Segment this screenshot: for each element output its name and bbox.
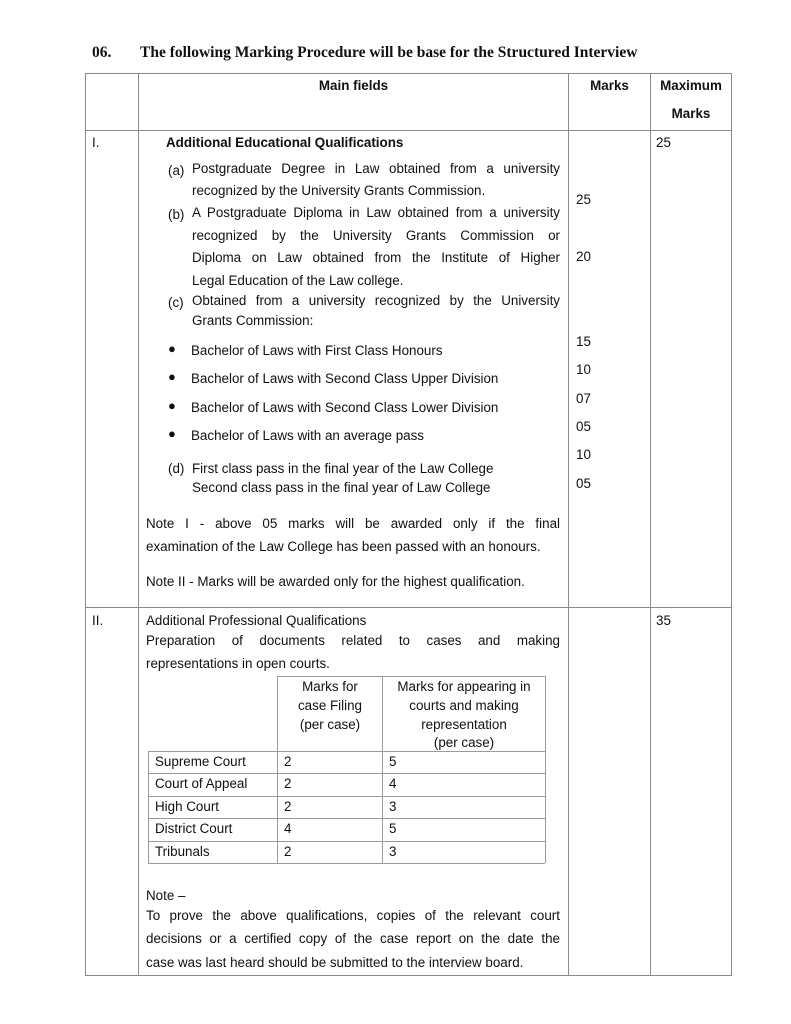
section-ii-note-line2: decisions or a certified copy of the case report on the date the bbox=[146, 931, 560, 946]
court-filing-marks: 4 bbox=[284, 821, 292, 836]
col-appearing-header-4: (per case) bbox=[433, 735, 495, 750]
section-i-title: Additional Educational Qualifications bbox=[166, 135, 404, 150]
court-filing-marks: 2 bbox=[284, 754, 292, 769]
item-d-label: (d) bbox=[168, 461, 185, 476]
court-appearing-marks: 3 bbox=[389, 844, 397, 859]
court-filing-marks: 2 bbox=[284, 799, 292, 814]
bullet-icon: ● bbox=[168, 398, 176, 413]
table-right-border bbox=[731, 73, 732, 976]
col-filing-header-1: Marks for bbox=[302, 679, 358, 694]
section-i-maximum: 25 bbox=[656, 135, 671, 150]
section-ii-note-line3: case was last heard should be submitted to the interview board. bbox=[146, 955, 524, 970]
court-name: High Court bbox=[155, 799, 220, 814]
header-bottom-border bbox=[85, 130, 731, 131]
item-d-line1: First class pass in the final year of the Law College bbox=[192, 461, 494, 476]
section-ii-note-line1: To prove the above qualifications, copies of the relevant court bbox=[146, 908, 560, 923]
note-1-line2: examination of the Law College has been passed with an honours. bbox=[146, 539, 541, 554]
col-divider-2 bbox=[568, 73, 569, 976]
row-divider bbox=[85, 607, 731, 608]
section-heading bbox=[92, 44, 637, 62]
item-a-line2: recognized by the University Grants Commission. bbox=[192, 183, 486, 198]
bullet-icon: ● bbox=[168, 341, 176, 356]
court-appearing-marks: 5 bbox=[389, 821, 397, 836]
bullet-1-marks: 15 bbox=[576, 334, 591, 349]
court-filing-marks: 2 bbox=[284, 776, 292, 791]
section-ii-intro-line2: representations in open courts. bbox=[146, 656, 330, 671]
item-b-line2: recognized by the University Grants Commission or bbox=[192, 228, 560, 243]
table-bottom-border bbox=[85, 975, 731, 976]
bullet-3-text: Bachelor of Laws with Second Class Lower Division bbox=[191, 400, 499, 415]
item-b-marks: 20 bbox=[576, 249, 591, 264]
note-1-line1: Note I - above 05 marks will be awarded only if the final bbox=[146, 516, 560, 531]
item-c-line2: Grants Commission: bbox=[192, 313, 314, 328]
court-name: Supreme Court bbox=[155, 754, 246, 769]
table-top-border bbox=[85, 73, 731, 74]
bullet-4-marks: 05 bbox=[576, 419, 591, 434]
section-ii-title: Additional Professional Qualifications bbox=[146, 613, 367, 628]
bullet-3-marks: 07 bbox=[576, 391, 591, 406]
col-appearing-header-2: courts and making bbox=[409, 698, 519, 713]
col-divider-1 bbox=[138, 73, 139, 976]
header-main-fields: Main fields bbox=[318, 78, 389, 93]
section-number: 06. bbox=[92, 44, 112, 61]
court-table-bottom bbox=[148, 863, 545, 864]
header-maximum-marks-1: Maximum bbox=[660, 78, 722, 93]
court-name: District Court bbox=[155, 821, 233, 836]
item-c-label: (c) bbox=[168, 295, 184, 310]
court-appearing-marks: 4 bbox=[389, 776, 397, 791]
section-ii-note-label: Note – bbox=[146, 888, 186, 903]
col-divider-3 bbox=[650, 73, 651, 976]
bullet-icon: ● bbox=[168, 426, 176, 441]
item-b-line3: Diploma on Law obtained from the Institute of Higher bbox=[192, 250, 560, 265]
section-i-roman: I. bbox=[92, 135, 100, 150]
court-table-right bbox=[545, 676, 546, 863]
court-name: Court of Appeal bbox=[155, 776, 248, 791]
item-b-label: (b) bbox=[168, 207, 185, 222]
header-marks: Marks bbox=[590, 78, 629, 93]
item-b-line4: Legal Education of the Law college. bbox=[192, 273, 404, 288]
item-d-marks-1: 10 bbox=[576, 447, 591, 462]
note-2: Note II - Marks will be awarded only for the highest qualification. bbox=[146, 574, 525, 589]
court-table-left bbox=[148, 751, 149, 863]
col-filing-header-3: (per case) bbox=[299, 717, 361, 732]
bullet-icon: ● bbox=[168, 369, 176, 384]
bullet-2-marks: 10 bbox=[576, 362, 591, 377]
item-a-label: (a) bbox=[168, 163, 185, 178]
table-left-border bbox=[85, 73, 86, 976]
item-c-line1: Obtained from a university recognized by the University bbox=[192, 293, 560, 308]
court-appearing-marks: 5 bbox=[389, 754, 397, 769]
section-title: The following Marking Procedure will be base for the Structured Interview bbox=[140, 44, 638, 61]
bullet-4-text: Bachelor of Laws with an average pass bbox=[191, 428, 424, 443]
court-filing-marks: 2 bbox=[284, 844, 292, 859]
section-ii-intro-line1: Preparation of documents related to cases and making bbox=[146, 633, 560, 648]
header-maximum-marks-2: Marks bbox=[671, 106, 711, 121]
bullet-1-text: Bachelor of Laws with First Class Honours bbox=[191, 343, 443, 358]
col-appearing-header-3: representation bbox=[421, 717, 507, 732]
item-b-line1: A Postgraduate Diploma in Law obtained from a university bbox=[192, 205, 560, 220]
item-d-line2: Second class pass in the final year of Law College bbox=[192, 480, 491, 495]
item-a-marks: 25 bbox=[576, 192, 591, 207]
col-filing-header-2: case Filing bbox=[297, 698, 362, 713]
item-a-line1: Postgraduate Degree in Law obtained from a university bbox=[192, 161, 560, 176]
court-name: Tribunals bbox=[155, 844, 210, 859]
item-d-marks-2: 05 bbox=[576, 476, 591, 491]
col-appearing-header-1: Marks for appearing in bbox=[397, 679, 531, 694]
bullet-2-text: Bachelor of Laws with Second Class Upper Division bbox=[191, 371, 499, 386]
section-ii-roman: II. bbox=[92, 613, 104, 628]
court-appearing-marks: 3 bbox=[389, 799, 397, 814]
section-ii-maximum: 35 bbox=[656, 613, 671, 628]
